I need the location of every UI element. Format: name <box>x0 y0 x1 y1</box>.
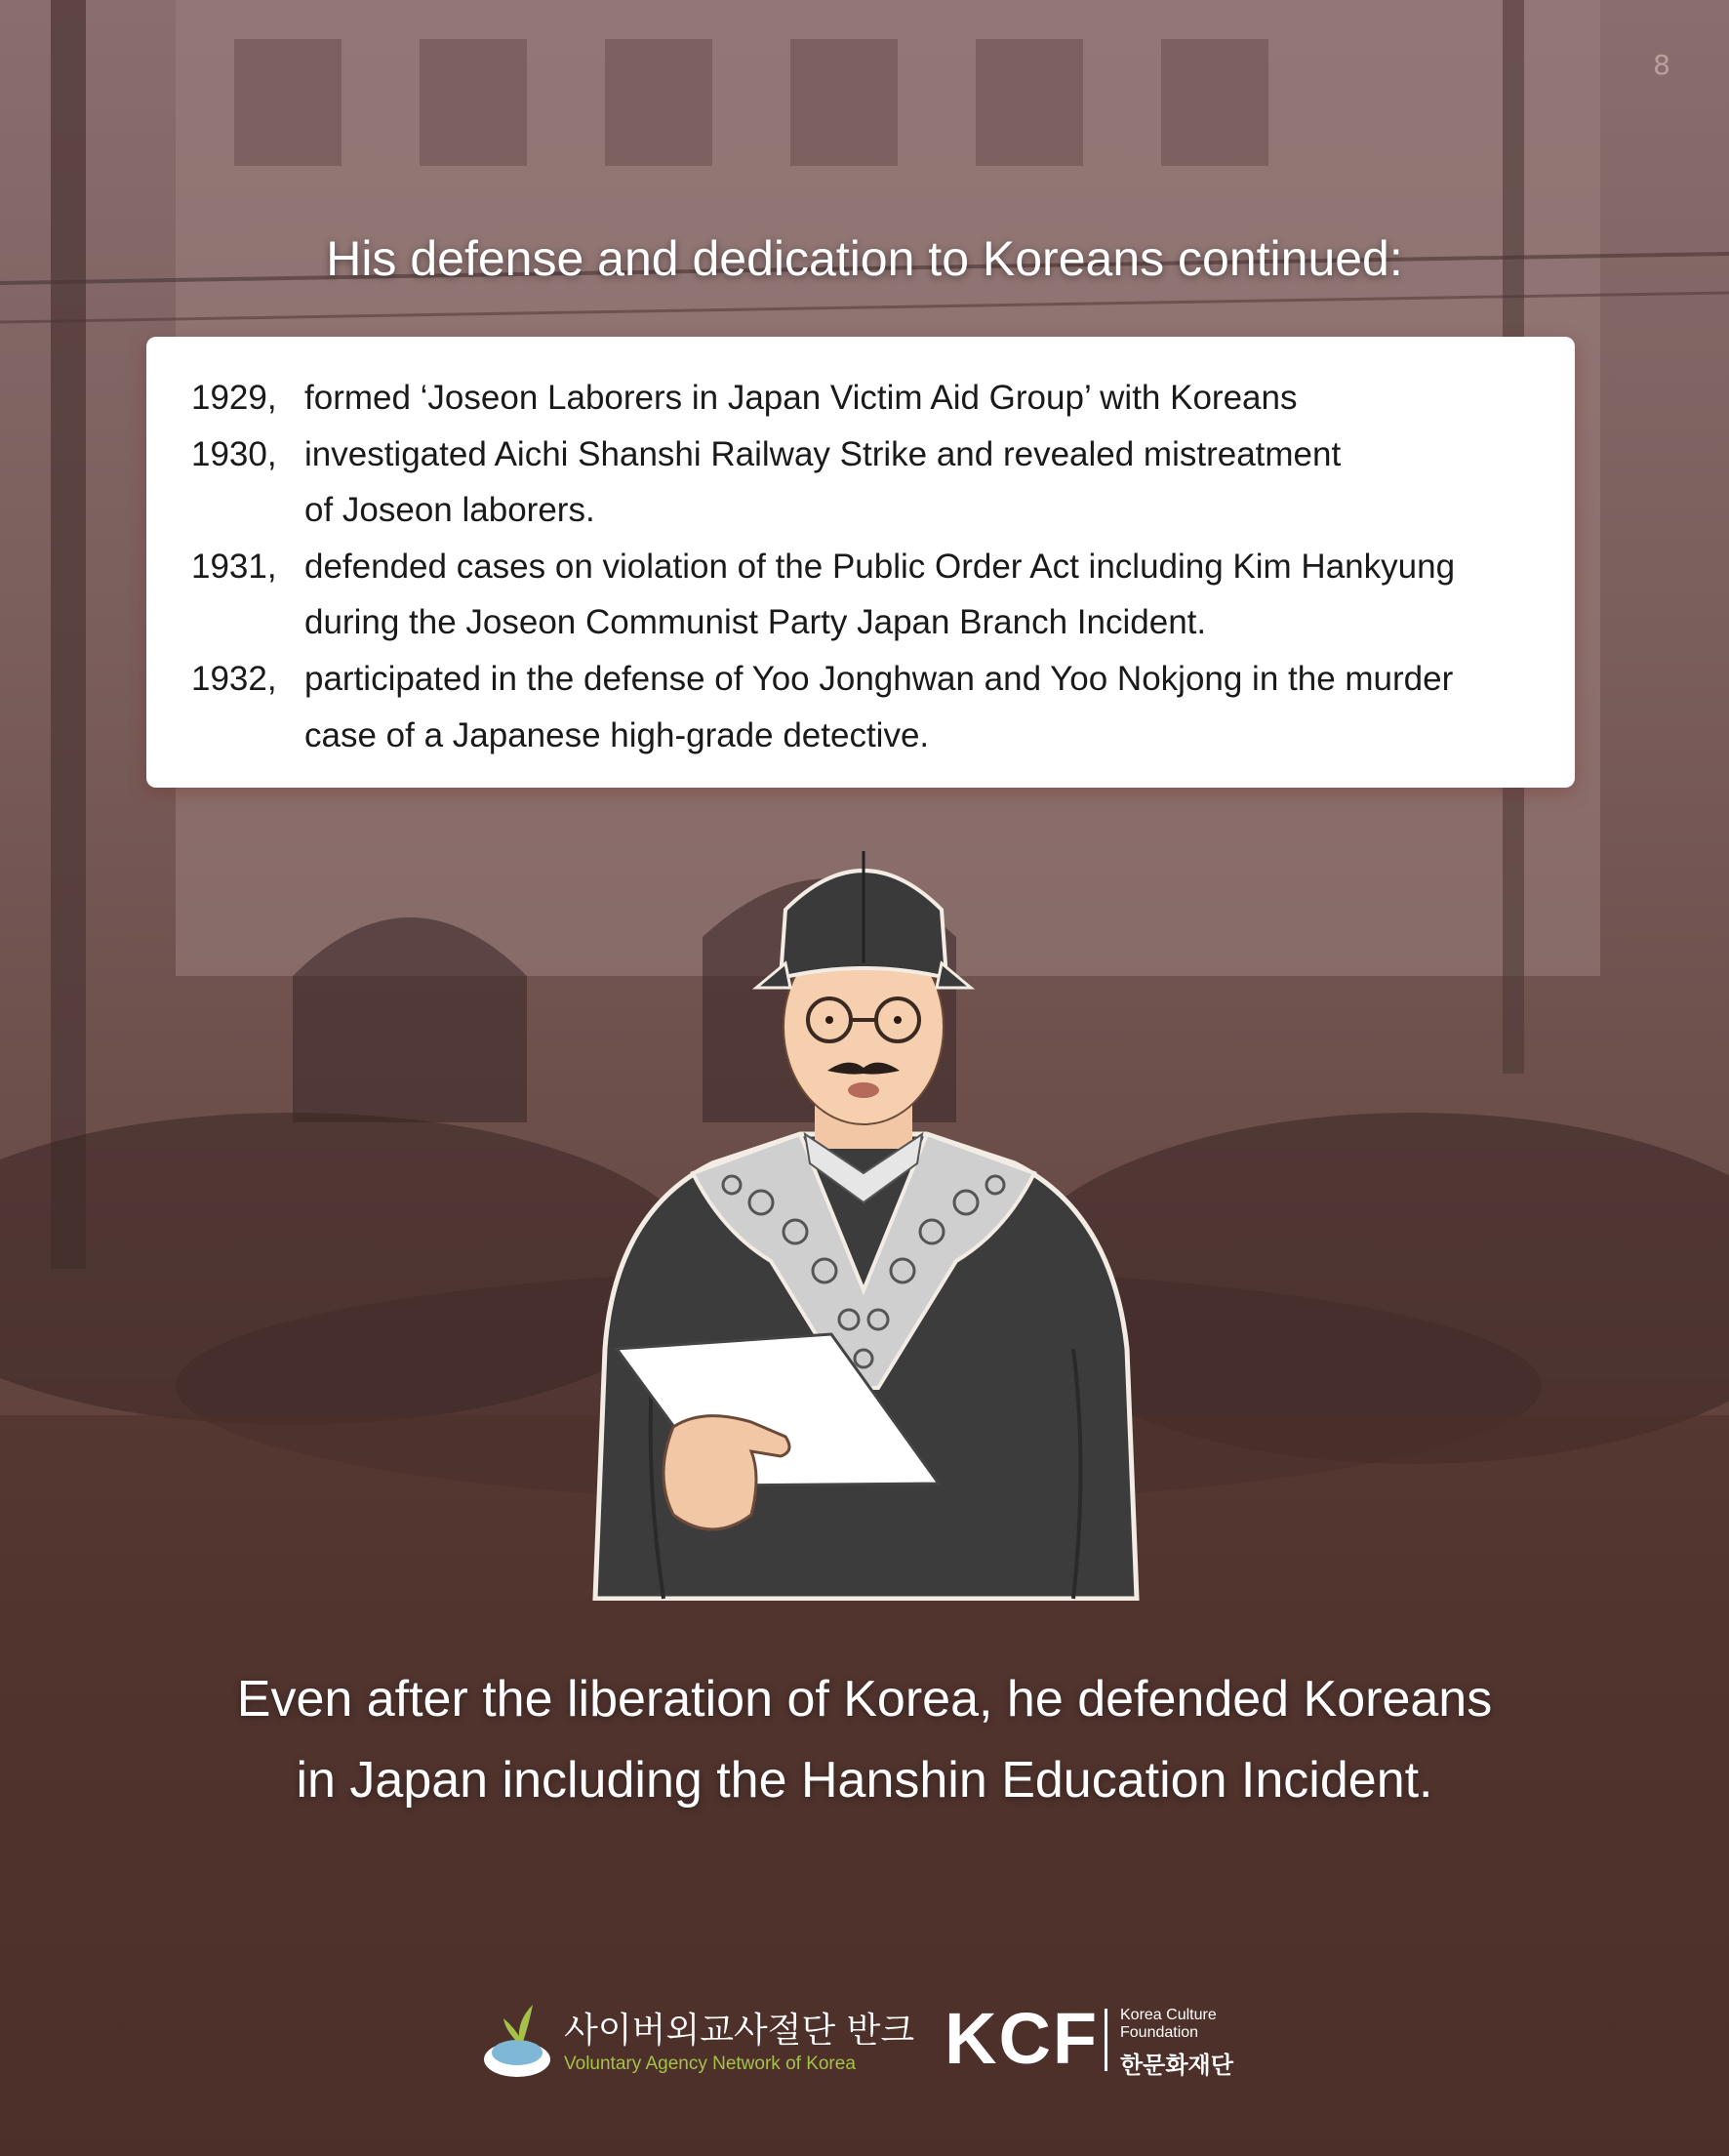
timeline-year: 1932, <box>191 659 277 698</box>
timeline-entry <box>191 539 1536 651</box>
logo-bar <box>478 1991 1259 2089</box>
caption <box>0 1659 1729 1821</box>
timeline-entry <box>191 651 1536 763</box>
timeline-year: 1930, <box>191 434 277 473</box>
timeline-text <box>304 539 1536 651</box>
timeline-entry <box>191 427 1536 539</box>
timeline-line: case of a Japanese high-grade detective. <box>304 715 930 754</box>
kcf-logo <box>945 1991 1267 2089</box>
kcf-english-name: Korea Culture Foundation <box>1120 2007 1217 2041</box>
timeline-line: participated in the defense of Yoo Jonghwan and Yoo Nokjong in the murder <box>304 659 1454 698</box>
timeline-line: defended cases on violation of the Public Order Act including Kim Hankyung <box>304 547 1456 586</box>
section-heading: His defense and dedication to Koreans continued: <box>326 231 1403 286</box>
kcf-mark: KCF <box>945 1998 1100 2079</box>
timeline-year: 1929, <box>191 379 277 417</box>
caption-line: Even after the liberation of Korea, he defended Koreans <box>236 1671 1493 1728</box>
timeline-year: 1931, <box>191 547 277 586</box>
vank-logo <box>478 1991 915 2089</box>
caption-line: in Japan including the Hanshin Education Incident. <box>296 1752 1433 1809</box>
lawyer-illustration <box>585 841 1142 1601</box>
timeline-list <box>191 370 1536 763</box>
timeline-text <box>304 427 1536 539</box>
vank-emblem-icon <box>478 1991 560 2089</box>
timeline-text <box>304 651 1536 763</box>
timeline-line: of Joseon laborers. <box>304 491 595 530</box>
vank-english-name: Voluntary Agency Network of Korea <box>564 2054 856 2074</box>
kcf-korean-name: 한문화재단 <box>1120 2052 1233 2079</box>
timeline-line: during the Joseon Communist Party Japan Branch Incident. <box>304 603 1207 642</box>
timeline-line: formed ‘Joseon Laborers in Japan Victim Aid Group’ with Koreans <box>304 379 1298 417</box>
kcf-divider <box>1105 2009 1107 2071</box>
timeline-card <box>146 337 1575 788</box>
page-number: 8 <box>1653 49 1670 81</box>
timeline-line: investigated Aichi Shanshi Railway Strike and revealed mistreatment <box>304 434 1342 473</box>
vank-korean-name: 사이버외교사절단 반크 <box>564 2011 915 2051</box>
timeline-entry <box>191 370 1536 427</box>
timeline-text <box>304 370 1536 427</box>
